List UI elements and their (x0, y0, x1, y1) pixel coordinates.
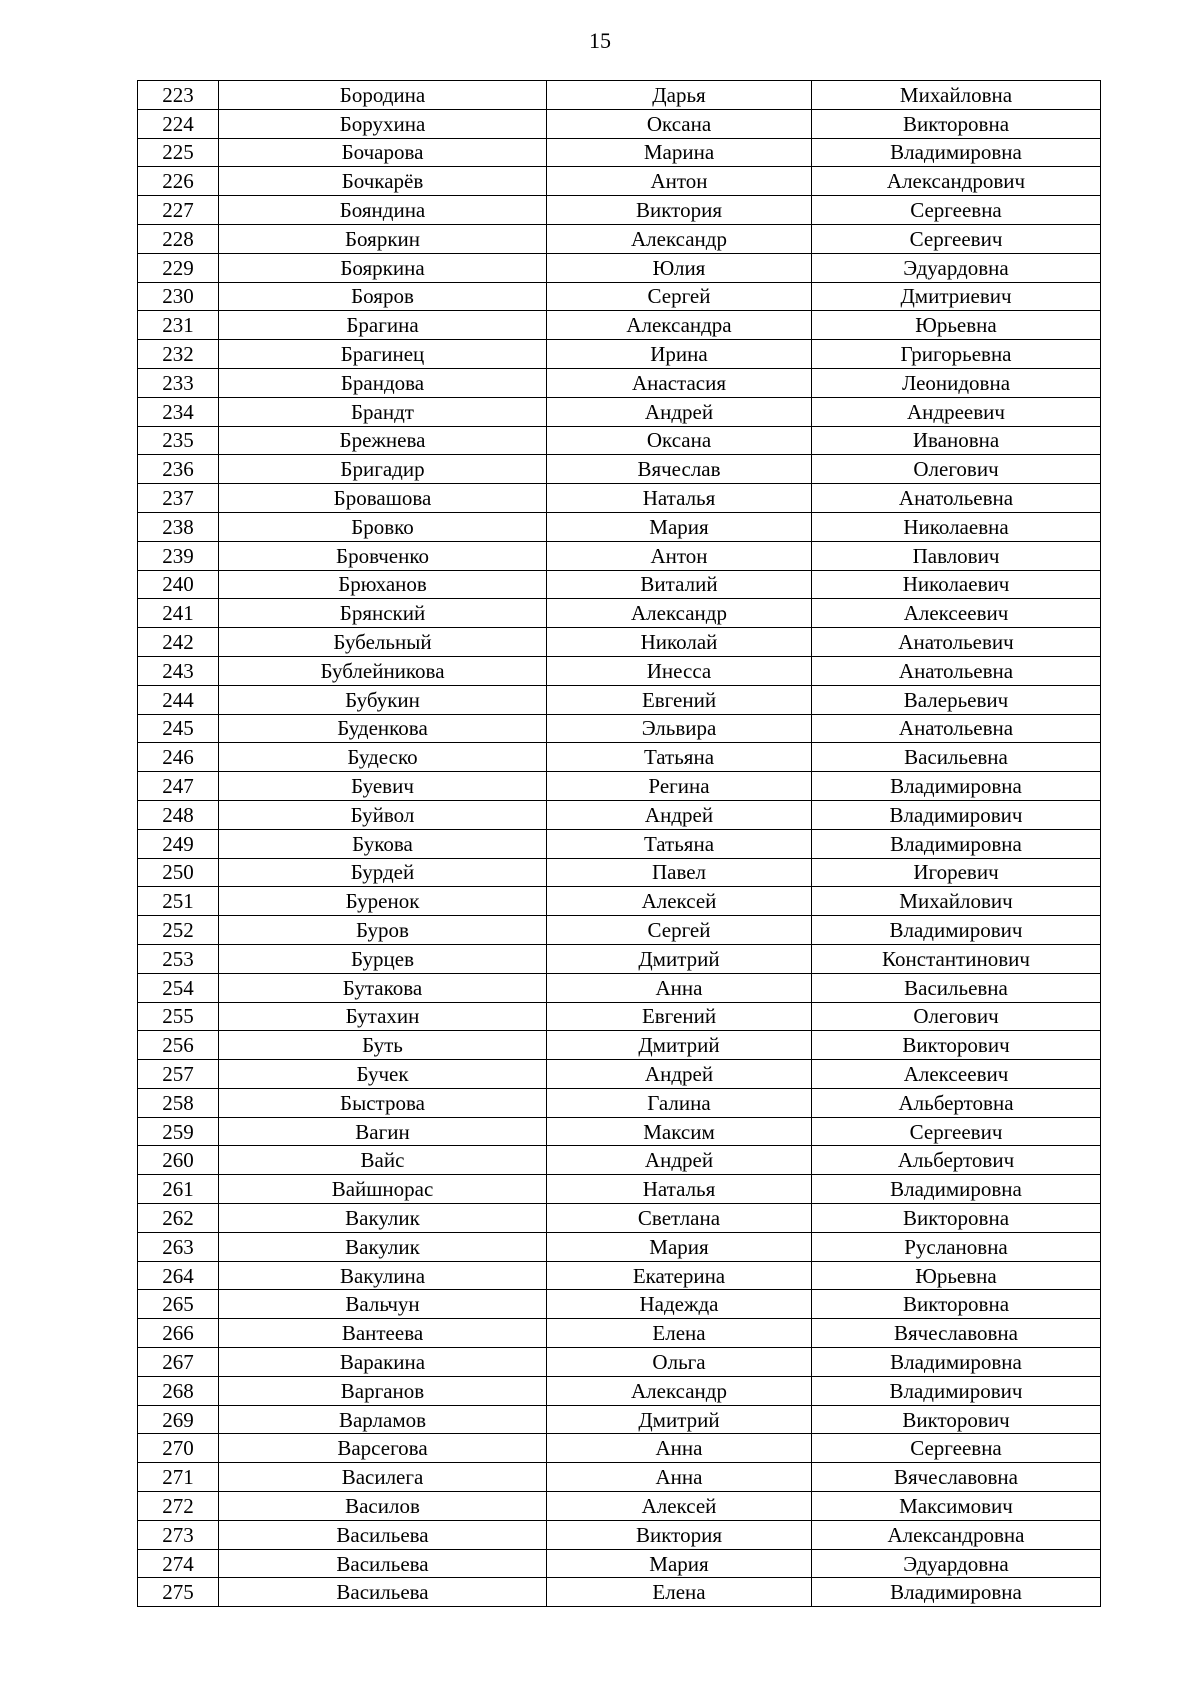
first-name-cell: Павел (547, 858, 812, 887)
row-number-cell: 234 (138, 397, 219, 426)
table-row (138, 512, 1101, 541)
last-name-cell: Бровашова (219, 484, 547, 513)
row-number-cell: 272 (138, 1492, 219, 1521)
row-number-cell: 243 (138, 656, 219, 685)
row-number-cell: 270 (138, 1434, 219, 1463)
patronymic-cell: Леонидовна (812, 368, 1101, 397)
patronymic-cell: Владимировна (812, 1578, 1101, 1607)
patronymic-cell: Эдуардовна (812, 1549, 1101, 1578)
table-row (138, 1463, 1101, 1492)
table-row (138, 1492, 1101, 1521)
table-row (138, 743, 1101, 772)
first-name-cell: Марина (547, 138, 812, 167)
row-number-cell: 244 (138, 685, 219, 714)
last-name-cell: Буров (219, 916, 547, 945)
first-name-cell: Мария (547, 1549, 812, 1578)
first-name-cell: Сергей (547, 282, 812, 311)
row-number-cell: 258 (138, 1088, 219, 1117)
patronymic-cell: Владимировна (812, 1348, 1101, 1377)
row-number-cell: 239 (138, 541, 219, 570)
patronymic-cell: Вячеславовна (812, 1319, 1101, 1348)
patronymic-cell: Александрович (812, 167, 1101, 196)
row-number-cell: 261 (138, 1175, 219, 1204)
patronymic-cell: Альбертовна (812, 1088, 1101, 1117)
last-name-cell: Брандт (219, 397, 547, 426)
patronymic-cell: Павлович (812, 541, 1101, 570)
first-name-cell: Виктория (547, 1520, 812, 1549)
patronymic-cell: Николаевна (812, 512, 1101, 541)
patronymic-cell: Валерьевич (812, 685, 1101, 714)
patronymic-cell: Максимович (812, 1492, 1101, 1521)
last-name-cell: Бурцев (219, 944, 547, 973)
row-number-cell: 254 (138, 973, 219, 1002)
patronymic-cell: Олегович (812, 455, 1101, 484)
last-name-cell: Варакина (219, 1348, 547, 1377)
patronymic-cell: Сергеевич (812, 224, 1101, 253)
patronymic-cell: Викторовна (812, 1204, 1101, 1233)
patronymic-cell: Владимировна (812, 1175, 1101, 1204)
last-name-cell: Бочкарёв (219, 167, 547, 196)
patronymic-cell: Владимирович (812, 800, 1101, 829)
last-name-cell: Брандова (219, 368, 547, 397)
first-name-cell: Виктория (547, 196, 812, 225)
patronymic-cell: Владимировна (812, 829, 1101, 858)
last-name-cell: Буйвол (219, 800, 547, 829)
first-name-cell: Александр (547, 224, 812, 253)
row-number-cell: 252 (138, 916, 219, 945)
patronymic-cell: Юрьевна (812, 311, 1101, 340)
table-row (138, 570, 1101, 599)
row-number-cell: 230 (138, 282, 219, 311)
first-name-cell: Виталий (547, 570, 812, 599)
table-row (138, 858, 1101, 887)
patronymic-cell: Васильевна (812, 973, 1101, 1002)
last-name-cell: Вакулик (219, 1232, 547, 1261)
table-row (138, 599, 1101, 628)
patronymic-cell: Михайловна (812, 81, 1101, 110)
patronymic-cell: Ивановна (812, 426, 1101, 455)
first-name-cell: Наталья (547, 1175, 812, 1204)
table-row (138, 916, 1101, 945)
first-name-cell: Александр (547, 1376, 812, 1405)
row-number-cell: 236 (138, 455, 219, 484)
first-name-cell: Анна (547, 973, 812, 1002)
table-row (138, 311, 1101, 340)
first-name-cell: Евгений (547, 685, 812, 714)
patronymic-cell: Юрьевна (812, 1261, 1101, 1290)
last-name-cell: Варламов (219, 1405, 547, 1434)
row-number-cell: 250 (138, 858, 219, 887)
first-name-cell: Светлана (547, 1204, 812, 1233)
row-number-cell: 259 (138, 1117, 219, 1146)
last-name-cell: Варсегова (219, 1434, 547, 1463)
table-row (138, 772, 1101, 801)
first-name-cell: Евгений (547, 1002, 812, 1031)
row-number-cell: 229 (138, 253, 219, 282)
row-number-cell: 273 (138, 1520, 219, 1549)
row-number-cell: 242 (138, 628, 219, 657)
table-row (138, 1578, 1101, 1607)
row-number-cell: 274 (138, 1549, 219, 1578)
patronymic-cell: Алексеевич (812, 599, 1101, 628)
table-row (138, 1290, 1101, 1319)
table-row (138, 714, 1101, 743)
patronymic-cell: Вячеславовна (812, 1463, 1101, 1492)
last-name-cell: Буевич (219, 772, 547, 801)
table-row (138, 340, 1101, 369)
last-name-cell: Брагина (219, 311, 547, 340)
patronymic-cell: Николаевич (812, 570, 1101, 599)
last-name-cell: Василега (219, 1463, 547, 1492)
first-name-cell: Юлия (547, 253, 812, 282)
last-name-cell: Букова (219, 829, 547, 858)
row-number-cell: 255 (138, 1002, 219, 1031)
table-row (138, 1549, 1101, 1578)
first-name-cell: Николай (547, 628, 812, 657)
last-name-cell: Борухина (219, 109, 547, 138)
row-number-cell: 231 (138, 311, 219, 340)
row-number-cell: 271 (138, 1463, 219, 1492)
row-number-cell: 256 (138, 1031, 219, 1060)
patronymic-cell: Григорьевна (812, 340, 1101, 369)
patronymic-cell: Дмитриевич (812, 282, 1101, 311)
row-number-cell: 228 (138, 224, 219, 253)
table-row (138, 368, 1101, 397)
table-row (138, 887, 1101, 916)
first-name-cell: Надежда (547, 1290, 812, 1319)
patronymic-cell: Сергеевна (812, 196, 1101, 225)
last-name-cell: Бутакова (219, 973, 547, 1002)
table-row (138, 656, 1101, 685)
row-number-cell: 266 (138, 1319, 219, 1348)
last-name-cell: Бородина (219, 81, 547, 110)
table-row (138, 1376, 1101, 1405)
first-name-cell: Анна (547, 1434, 812, 1463)
patronymic-cell: Владимировна (812, 772, 1101, 801)
first-name-cell: Алексей (547, 887, 812, 916)
first-name-cell: Дарья (547, 81, 812, 110)
table-row (138, 1520, 1101, 1549)
row-number-cell: 237 (138, 484, 219, 513)
last-name-cell: Вагин (219, 1117, 547, 1146)
patronymic-cell: Владимировна (812, 138, 1101, 167)
first-name-cell: Александр (547, 599, 812, 628)
table-row (138, 1261, 1101, 1290)
last-name-cell: Бояров (219, 282, 547, 311)
table-row (138, 81, 1101, 110)
table-row (138, 541, 1101, 570)
first-name-cell: Андрей (547, 397, 812, 426)
last-name-cell: Будеско (219, 743, 547, 772)
first-name-cell: Ирина (547, 340, 812, 369)
table-row (138, 397, 1101, 426)
last-name-cell: Буренок (219, 887, 547, 916)
patronymic-cell: Андреевич (812, 397, 1101, 426)
last-name-cell: Быстрова (219, 1088, 547, 1117)
table-row (138, 196, 1101, 225)
table-row (138, 1405, 1101, 1434)
last-name-cell: Буть (219, 1031, 547, 1060)
first-name-cell: Эльвира (547, 714, 812, 743)
patronymic-cell: Викторовна (812, 1290, 1101, 1319)
table-row (138, 426, 1101, 455)
row-number-cell: 267 (138, 1348, 219, 1377)
first-name-cell: Елена (547, 1578, 812, 1607)
table-row (138, 1434, 1101, 1463)
last-name-cell: Вайс (219, 1146, 547, 1175)
table-row (138, 253, 1101, 282)
patronymic-cell: Сергеевна (812, 1434, 1101, 1463)
row-number-cell: 268 (138, 1376, 219, 1405)
first-name-cell: Оксана (547, 426, 812, 455)
patronymic-cell: Викторович (812, 1405, 1101, 1434)
first-name-cell: Мария (547, 512, 812, 541)
patronymic-cell: Анатольевна (812, 484, 1101, 513)
last-name-cell: Брюханов (219, 570, 547, 599)
patronymic-cell: Альбертович (812, 1146, 1101, 1175)
row-number-cell: 241 (138, 599, 219, 628)
row-number-cell: 262 (138, 1204, 219, 1233)
patronymic-cell: Константинович (812, 944, 1101, 973)
first-name-cell: Галина (547, 1088, 812, 1117)
first-name-cell: Дмитрий (547, 944, 812, 973)
row-number-cell: 226 (138, 167, 219, 196)
table-row (138, 282, 1101, 311)
row-number-cell: 235 (138, 426, 219, 455)
first-name-cell: Оксана (547, 109, 812, 138)
table-row (138, 109, 1101, 138)
last-name-cell: Бояркина (219, 253, 547, 282)
page-number: 15 (589, 28, 611, 53)
row-number-cell: 248 (138, 800, 219, 829)
table-row (138, 224, 1101, 253)
last-name-cell: Брагинец (219, 340, 547, 369)
row-number-cell: 227 (138, 196, 219, 225)
first-name-cell: Ольга (547, 1348, 812, 1377)
patronymic-cell: Викторович (812, 1031, 1101, 1060)
last-name-cell: Бояндина (219, 196, 547, 225)
first-name-cell: Андрей (547, 1146, 812, 1175)
patronymic-cell: Игоревич (812, 858, 1101, 887)
last-name-cell: Бровко (219, 512, 547, 541)
last-name-cell: Вайшнорас (219, 1175, 547, 1204)
patronymic-cell: Руслановна (812, 1232, 1101, 1261)
table-row (138, 1204, 1101, 1233)
first-name-cell: Екатерина (547, 1261, 812, 1290)
first-name-cell: Анастасия (547, 368, 812, 397)
table-row (138, 1031, 1101, 1060)
row-number-cell: 264 (138, 1261, 219, 1290)
row-number-cell: 233 (138, 368, 219, 397)
row-number-cell: 253 (138, 944, 219, 973)
table-row (138, 1117, 1101, 1146)
row-number-cell: 246 (138, 743, 219, 772)
row-number-cell: 275 (138, 1578, 219, 1607)
table-row (138, 455, 1101, 484)
row-number-cell: 260 (138, 1146, 219, 1175)
table-row (138, 829, 1101, 858)
first-name-cell: Татьяна (547, 829, 812, 858)
last-name-cell: Вантеева (219, 1319, 547, 1348)
row-number-cell: 251 (138, 887, 219, 916)
table-row (138, 1348, 1101, 1377)
name-list-table (137, 80, 1101, 1607)
first-name-cell: Андрей (547, 800, 812, 829)
table-row (138, 1060, 1101, 1089)
first-name-cell: Елена (547, 1319, 812, 1348)
table-row (138, 685, 1101, 714)
last-name-cell: Бубельный (219, 628, 547, 657)
last-name-cell: Василов (219, 1492, 547, 1521)
last-name-cell: Вальчун (219, 1290, 547, 1319)
patronymic-cell: Александровна (812, 1520, 1101, 1549)
patronymic-cell: Сергеевич (812, 1117, 1101, 1146)
first-name-cell: Анна (547, 1463, 812, 1492)
patronymic-cell: Владимирович (812, 916, 1101, 945)
last-name-cell: Вакулик (219, 1204, 547, 1233)
patronymic-cell: Анатольевич (812, 628, 1101, 657)
table-row (138, 1088, 1101, 1117)
table-row (138, 484, 1101, 513)
table-row (138, 138, 1101, 167)
row-number-cell: 232 (138, 340, 219, 369)
last-name-cell: Васильева (219, 1578, 547, 1607)
last-name-cell: Брежнева (219, 426, 547, 455)
patronymic-cell: Анатольевна (812, 656, 1101, 685)
name-list-body (138, 81, 1101, 1607)
last-name-cell: Бурдей (219, 858, 547, 887)
first-name-cell: Сергей (547, 916, 812, 945)
last-name-cell: Бригадир (219, 455, 547, 484)
row-number-cell: 223 (138, 81, 219, 110)
table-row (138, 944, 1101, 973)
row-number-cell: 245 (138, 714, 219, 743)
last-name-cell: Буденкова (219, 714, 547, 743)
patronymic-cell: Олегович (812, 1002, 1101, 1031)
table-row (138, 973, 1101, 1002)
row-number-cell: 257 (138, 1060, 219, 1089)
last-name-cell: Бояркин (219, 224, 547, 253)
row-number-cell: 263 (138, 1232, 219, 1261)
row-number-cell: 247 (138, 772, 219, 801)
patronymic-cell: Эдуардовна (812, 253, 1101, 282)
first-name-cell: Дмитрий (547, 1031, 812, 1060)
table-row (138, 1319, 1101, 1348)
row-number-cell: 265 (138, 1290, 219, 1319)
row-number-cell: 249 (138, 829, 219, 858)
last-name-cell: Брянский (219, 599, 547, 628)
patronymic-cell: Анатольевна (812, 714, 1101, 743)
row-number-cell: 238 (138, 512, 219, 541)
last-name-cell: Бублейникова (219, 656, 547, 685)
first-name-cell: Алексей (547, 1492, 812, 1521)
last-name-cell: Бучек (219, 1060, 547, 1089)
patronymic-cell: Михайлович (812, 887, 1101, 916)
last-name-cell: Бутахин (219, 1002, 547, 1031)
table-row (138, 800, 1101, 829)
last-name-cell: Васильева (219, 1520, 547, 1549)
patronymic-cell: Алексеевич (812, 1060, 1101, 1089)
table-row (138, 1146, 1101, 1175)
table-row (138, 628, 1101, 657)
row-number-cell: 225 (138, 138, 219, 167)
last-name-cell: Бровченко (219, 541, 547, 570)
first-name-cell: Инесса (547, 656, 812, 685)
last-name-cell: Бубукин (219, 685, 547, 714)
table-row (138, 1175, 1101, 1204)
last-name-cell: Варганов (219, 1376, 547, 1405)
first-name-cell: Антон (547, 167, 812, 196)
first-name-cell: Мария (547, 1232, 812, 1261)
first-name-cell: Наталья (547, 484, 812, 513)
row-number-cell: 224 (138, 109, 219, 138)
patronymic-cell: Владимирович (812, 1376, 1101, 1405)
patronymic-cell: Васильевна (812, 743, 1101, 772)
table-row (138, 1002, 1101, 1031)
first-name-cell: Андрей (547, 1060, 812, 1089)
last-name-cell: Васильева (219, 1549, 547, 1578)
first-name-cell: Регина (547, 772, 812, 801)
row-number-cell: 240 (138, 570, 219, 599)
first-name-cell: Дмитрий (547, 1405, 812, 1434)
last-name-cell: Бочарова (219, 138, 547, 167)
table-row (138, 1232, 1101, 1261)
first-name-cell: Антон (547, 541, 812, 570)
patronymic-cell: Викторовна (812, 109, 1101, 138)
table-row (138, 167, 1101, 196)
first-name-cell: Максим (547, 1117, 812, 1146)
first-name-cell: Александра (547, 311, 812, 340)
first-name-cell: Татьяна (547, 743, 812, 772)
first-name-cell: Вячеслав (547, 455, 812, 484)
last-name-cell: Вакулина (219, 1261, 547, 1290)
row-number-cell: 269 (138, 1405, 219, 1434)
